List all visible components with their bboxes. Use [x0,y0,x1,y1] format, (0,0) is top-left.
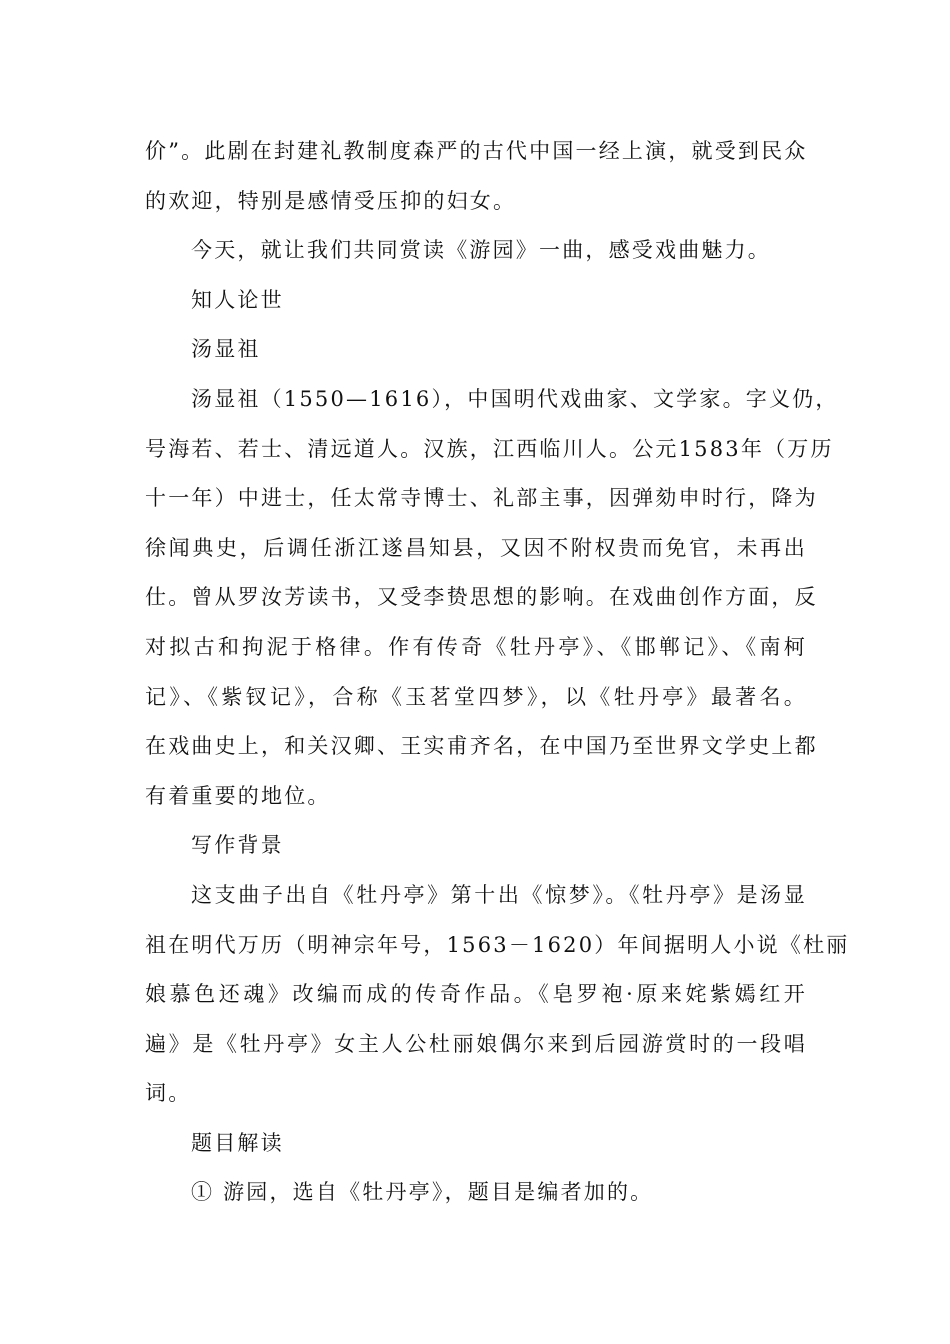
author-line-6: 对拟古和拘泥于格律。作有传奇《牡丹亭》、《邯郸记》、《南柯 [145,634,807,659]
intro-line-2: 的欢迎，特别是感情受压抑的妇女。 [145,188,517,213]
section-heading-title-reading: 题目解读 [191,1130,284,1155]
author-line-3: 十一年）中进士，任太常寺博士、礼部主事，因弹劾申时行，降为 [145,486,818,511]
background-line-4: 遍》是《牡丹亭》女主人公杜丽娘偶尔来到后园游赏时的一段唱 [145,1031,807,1056]
author-line-1: 汤显祖（1550—1616），中国明代戏曲家、文学家。字义仍， [191,386,839,411]
background-line-1: 这支曲子出自《牡丹亭》第十出《惊梦》。《牡丹亭》是汤显 [191,882,807,907]
background-line-3: 娘慕色还魂》改编而成的传奇作品。《皂罗袍·原来姹紫嫣红开 [145,982,807,1007]
section-heading-background: 写作背景 [191,833,284,858]
document-body [145,127,850,1218]
author-line-7: 记》、《紫钗记》，合称《玉茗堂四梦》，以《牡丹亭》最著名。 [145,684,807,709]
author-line-2: 号海若、若士、清远道人。汉族，江西临川人。公元1583年（万历 [145,436,834,461]
section-heading-know-author: 知人论世 [191,287,284,312]
title-note-paragraph: ① 游园，选自《牡丹亭》，题目是编者加的。 [191,1180,654,1205]
author-line-4: 徐闻典史，后调任浙江遂昌知县，又因不附权贵而免官，未再出 [145,535,807,560]
author-line-9: 有着重要的地位。 [145,783,331,808]
background-line-5: 词。 [145,1081,192,1106]
author-name-heading: 汤显祖 [191,337,261,362]
background-line-2: 祖在明代万历（明神宗年号，1563－1620）年间据明人小说《杜丽 [145,932,850,957]
intro-line-1: 价”。此剧在封建礼教制度森严的古代中国一经上演，就受到民众 [145,139,808,163]
author-line-5: 仕。曾从罗汝芳读书，又受李贽思想的影响。在戏曲创作方面，反 [145,585,818,610]
author-line-8: 在戏曲史上，和关汉卿、王实甫齐名，在中国乃至世界文学史上都 [145,734,818,759]
today-paragraph: 今天，就让我们共同赏读《游园》一曲，感受戏曲魅力。 [191,238,771,263]
